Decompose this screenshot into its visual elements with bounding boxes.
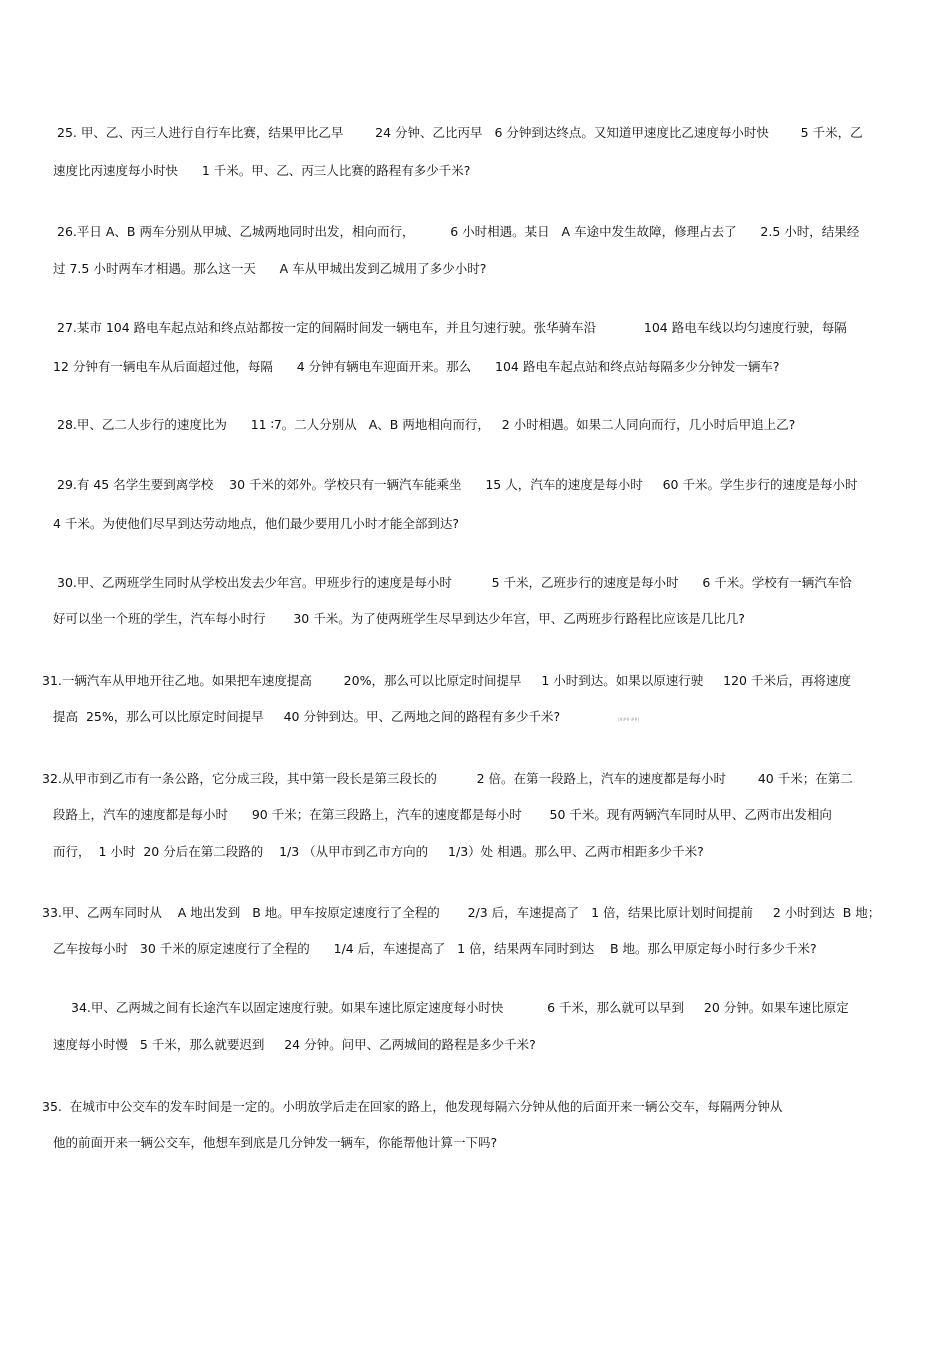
problem-34-line-2: 速度每小时慢 5 千米，那么就要迟到 24 分钟。问甲、乙两城间的路程是多少千米? — [53, 1037, 536, 1052]
small-mark: [###·##] — [618, 717, 640, 722]
problem-31-line-1: 31.一辆汽车从甲地开往乙地。如果把车速度提高 20%，那么可以比原定时间提早 1 小时到达。如果以原速行驶 120 千米后，再将速度 — [42, 673, 851, 688]
problem-25-line-1: 25. 甲、乙、丙三人进行自行车比赛，结果甲比乙早 24 分钟、乙比丙早 6 分钟到达终点。又知道甲速度比乙速度每小时快 5 千米，乙 — [57, 125, 863, 140]
problem-25-line-2: 速度比丙速度每小时快 1 千米。甲、乙、丙三人比赛的路程有多少千米? — [53, 163, 471, 178]
problem-34-line-1: 34.甲、乙两城之间有长途汽车以固定速度行驶。如果车速比原定速度每小时快 6 千米，那么就可以早到 20 分钟。如果车速比原定 — [71, 1000, 849, 1015]
problem-35-line-1: 35. 在城市中公交车的发车时间是一定的。小明放学后走在回家的路上，他发现每隔六分钟从他的后面开来一辆公交车，每隔两分钟从 — [42, 1099, 783, 1114]
problem-35-line-2: 他的前面开来一辆公交车，他想车到底是几分钟发一辆车，你能帮他计算一下吗? — [53, 1135, 498, 1150]
problem-33-line-2: 乙车按每小时 30 千米的原定速度行了全程的 1/4 后，车速提高了 1 倍，结果两车同时到达 B 地。那么甲原定每小时行多少千米? — [53, 941, 817, 956]
problem-26-line-2: 过 7.5 小时两车才相遇。那么这一天 A 车从甲城出发到乙城用了多少小时? — [53, 261, 487, 276]
problem-28-line-1: 28.甲、乙二人步行的速度比为 11 ∶7。二人分别从 A、B 两地相向而行， 2 小时相遇。如果二人同向而行，几小时后甲追上乙? — [57, 417, 796, 432]
problem-30-line-1: 30.甲、乙两班学生同时从学校出发去少年宫。甲班步行的速度是每小时 5 千米，乙班步行的速度是每小时 6 千米。学校有一辆汽车恰 — [57, 575, 852, 590]
problem-31-line-2: 提高 25%，那么可以比原定时间提早 40 分钟到达。甲、乙两地之间的路程有多少千米? — [53, 709, 561, 724]
problem-27-line-1: 27.某市 104 路电车起点站和终点站都按一定的间隔时间发一辆电车，并且匀速行驶。张华骑车沿 104 路电车线以均匀速度行驶，每隔 — [57, 320, 847, 335]
problem-32-line-3: 而行， 1 小时 20 分后在第二段路的 1/3 （从甲市到乙市方向的 1/3）处 相遇。那么甲、乙两市相距多少千米? — [53, 844, 704, 859]
problem-33-line-1: 33.甲、乙两车同时从 A 地出发到 B 地。甲车按原定速度行了全程的 2/3 后，车速提高了 1 倍，结果比原计划时间提前 2 小时到达 B 地； — [42, 905, 881, 920]
problem-29-line-1: 29.有 45 名学生要到离学校 30 千米的郊外。学校只有一辆汽车能乘坐 15 人，汽车的速度是每小时 60 千米。学生步行的速度是每小时 — [57, 477, 858, 492]
problem-32-line-1: 32.从甲市到乙市有一条公路，它分成三段，其中第一段长是第三段长的 2 倍。在第一段路上，汽车的速度都是每小时 40 千米；在第二 — [42, 771, 853, 786]
problem-27-line-2: 12 分钟有一辆电车从后面超过他，每隔 4 分钟有辆电车迎面开来。那么 104 路电车起点站和终点站每隔多少分钟发一辆车? — [53, 359, 780, 374]
problem-26-line-1: 26.平日 A、B 两车分别从甲城、乙城两地同时出发，相向而行， 6 小时相遇。某日 A 车途中发生故障，修理占去了 2.5 小时，结果经 — [57, 224, 860, 239]
problem-32-line-2: 段路上，汽车的速度都是每小时 90 千米；在第三段路上，汽车的速度都是每小时 50 千米。现有两辆汽车同时从甲、乙两市出发相向 — [53, 807, 832, 822]
problem-29-line-2: 4 千米。为使他们尽早到达劳动地点，他们最少要用几小时才能全部到达? — [53, 516, 460, 531]
problem-30-line-2: 好可以坐一个班的学生，汽车每小时行 30 千米。为了使两班学生尽早到达少年宫，甲、乙两班步行路程比应该是几比几? — [53, 611, 745, 626]
